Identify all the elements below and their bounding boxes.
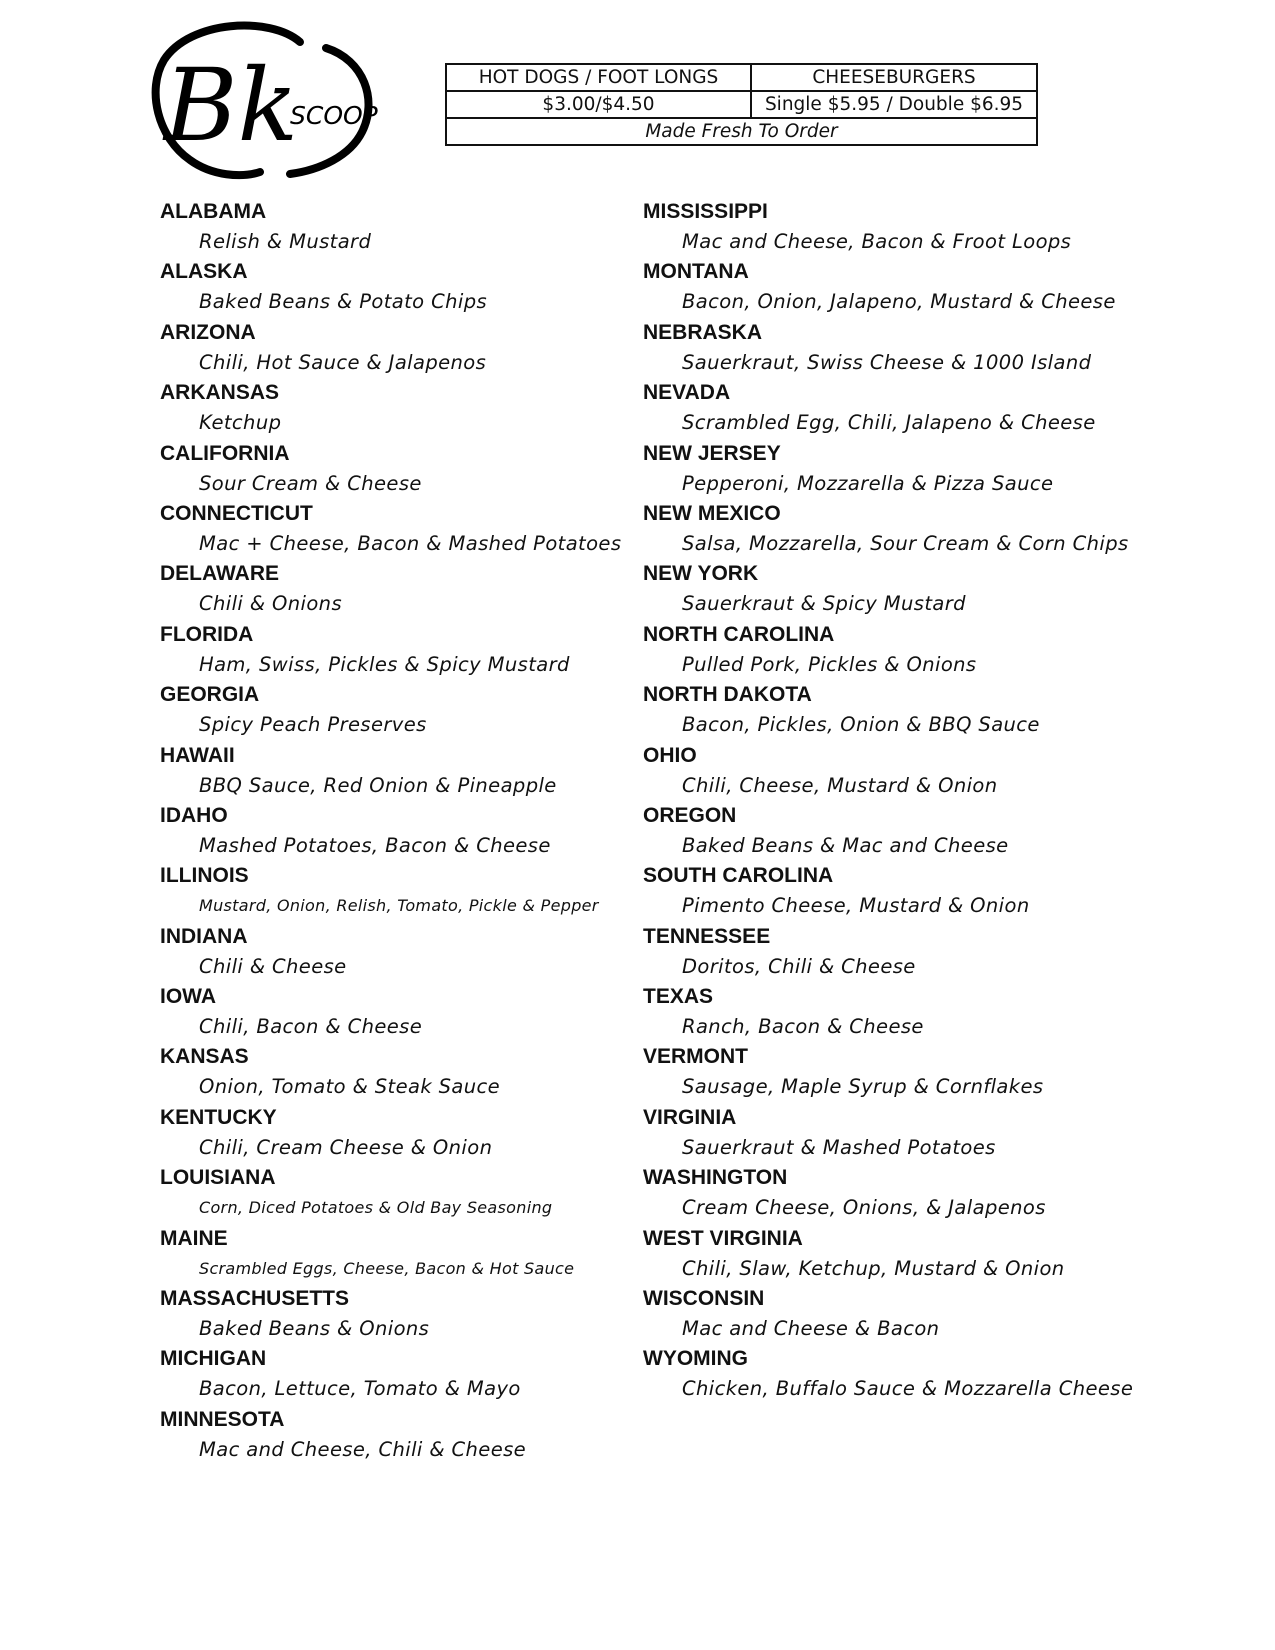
toppings-text: Bacon, Onion, Jalapeno, Mustard & Cheese xyxy=(682,290,1116,314)
toppings-text: Scrambled Eggs, Cheese, Bacon & Hot Sauce xyxy=(199,1258,575,1278)
menu-item xyxy=(643,559,1143,619)
menu-item xyxy=(160,982,630,1042)
state-name: DELAWARE xyxy=(160,562,280,586)
hot-dogs-header: HOT DOGS / FOOT LONGS xyxy=(446,64,751,91)
menu-item xyxy=(643,1042,1143,1102)
toppings-text: Pimento Cheese, Mustard & Onion xyxy=(682,894,1030,918)
state-name: TENNESSEE xyxy=(643,924,771,948)
bk-scoop-logo xyxy=(150,20,385,180)
menu-item xyxy=(160,439,630,499)
state-name: IOWA xyxy=(160,985,216,1009)
state-name: WASHINGTON xyxy=(643,1166,788,1190)
menu-item xyxy=(160,499,630,559)
toppings-text: Chili & Onions xyxy=(199,592,343,616)
toppings-text: Chili, Bacon & Cheese xyxy=(199,1015,423,1039)
state-name: ILLINOIS xyxy=(160,864,249,888)
toppings-text: Chili, Cheese, Mustard & Onion xyxy=(682,773,998,797)
menu-item xyxy=(160,197,630,257)
state-name: OHIO xyxy=(643,743,697,767)
menu-item xyxy=(160,559,630,619)
menu-item xyxy=(160,1224,630,1284)
toppings-text: Chicken, Buffalo Sauce & Mozzarella Cheese xyxy=(682,1377,1134,1401)
state-name: NEW YORK xyxy=(643,562,759,586)
menu-item xyxy=(160,1344,630,1404)
logo-small-word: SCOOP xyxy=(290,101,378,130)
toppings-text: BBQ Sauce, Red Onion & Pineapple xyxy=(199,773,557,797)
toppings-text: Baked Beans & Onions xyxy=(199,1317,430,1341)
toppings-text: Scrambled Egg, Chili, Jalapeno & Cheese xyxy=(682,411,1096,435)
menu-item xyxy=(160,1103,630,1163)
state-name: WYOMING xyxy=(643,1347,748,1371)
toppings-text: Pulled Pork, Pickles & Onions xyxy=(682,652,977,676)
menu-item xyxy=(160,801,630,861)
menu-item xyxy=(643,620,1143,680)
state-name: KANSAS xyxy=(160,1045,249,1069)
menu-item xyxy=(643,680,1143,740)
menu-item xyxy=(160,378,630,438)
menu-item xyxy=(160,1042,630,1102)
toppings-text: Baked Beans & Mac and Cheese xyxy=(682,833,1009,857)
state-name: VERMONT xyxy=(643,1045,748,1069)
toppings-text: Bacon, Lettuce, Tomato & Mayo xyxy=(199,1377,521,1401)
menu-item xyxy=(160,257,630,317)
state-name: WEST VIRGINIA xyxy=(643,1226,803,1250)
toppings-text: Onion, Tomato & Steak Sauce xyxy=(199,1075,501,1099)
toppings-text: Chili & Cheese xyxy=(199,954,347,978)
menu-item xyxy=(160,620,630,680)
state-name: INDIANA xyxy=(160,924,248,948)
menu-item xyxy=(643,801,1143,861)
menu-item xyxy=(643,197,1143,257)
menu-item xyxy=(643,1284,1143,1344)
toppings-text: Pepperoni, Mozzarella & Pizza Sauce xyxy=(682,471,1054,495)
state-name: ARKANSAS xyxy=(160,381,280,405)
state-name: ALABAMA xyxy=(160,200,267,223)
toppings-text: Sauerkraut & Mashed Potatoes xyxy=(682,1135,996,1159)
state-name: WISCONSIN xyxy=(643,1287,765,1311)
state-name: MICHIGAN xyxy=(160,1347,267,1371)
menu-column-left xyxy=(160,197,630,1465)
toppings-text: Chili, Hot Sauce & Jalapenos xyxy=(199,350,487,374)
state-name: SOUTH CAROLINA xyxy=(643,864,834,888)
toppings-text: Sauerkraut & Spicy Mustard xyxy=(682,592,966,616)
menu-item xyxy=(643,378,1143,438)
toppings-text: Bacon, Pickles, Onion & BBQ Sauce xyxy=(682,713,1040,737)
logo-big-letters: Bk xyxy=(164,47,299,164)
menu-item xyxy=(643,922,1143,982)
menu-item xyxy=(643,1224,1143,1284)
hot-dogs-price: $3.00/$4.50 xyxy=(446,91,751,118)
menu-item xyxy=(160,318,630,378)
toppings-text: Relish & Mustard xyxy=(199,230,372,253)
state-name: CALIFORNIA xyxy=(160,441,290,465)
state-name: NORTH DAKOTA xyxy=(643,683,812,707)
state-name: NEVADA xyxy=(643,381,731,405)
toppings-text: Mac and Cheese, Bacon & Froot Loops xyxy=(682,230,1072,253)
menu-item xyxy=(160,741,630,801)
state-name: MONTANA xyxy=(643,260,749,284)
toppings-text: Sauerkraut, Swiss Cheese & 1000 Island xyxy=(682,350,1092,374)
state-name: NEBRASKA xyxy=(643,320,763,344)
toppings-text: Sausage, Maple Syrup & Cornflakes xyxy=(682,1075,1044,1099)
toppings-text: Ketchup xyxy=(199,411,282,435)
made-fresh-note: Made Fresh To Order xyxy=(446,118,1037,145)
menu-item xyxy=(160,861,630,921)
toppings-text: Mustard, Onion, Relish, Tomato, Pickle & Pepper xyxy=(199,896,599,916)
state-name: KENTUCKY xyxy=(160,1105,277,1129)
state-name: ARIZONA xyxy=(160,320,256,344)
state-name: HAWAII xyxy=(160,743,235,767)
menu-item xyxy=(643,439,1143,499)
state-name: IDAHO xyxy=(160,803,228,827)
menu-item xyxy=(643,318,1143,378)
menu-item xyxy=(643,499,1143,559)
state-name: MINNESOTA xyxy=(160,1407,285,1431)
state-name: MISSISSIPPI xyxy=(643,200,768,223)
toppings-text: Mashed Potatoes, Bacon & Cheese xyxy=(199,833,551,857)
menu-item xyxy=(160,1405,630,1465)
state-name: VIRGINIA xyxy=(643,1105,737,1129)
state-name: TEXAS xyxy=(643,985,714,1009)
menu-item xyxy=(643,741,1143,801)
state-name: CONNECTICUT xyxy=(160,501,313,525)
state-name: FLORIDA xyxy=(160,622,254,646)
toppings-text: Chili, Slaw, Ketchup, Mustard & Onion xyxy=(682,1256,1065,1280)
toppings-text: Ranch, Bacon & Cheese xyxy=(682,1015,924,1039)
price-table xyxy=(445,63,1038,146)
state-name: NEW MEXICO xyxy=(643,501,781,525)
toppings-text: Sour Cream & Cheese xyxy=(199,471,422,495)
menu-item xyxy=(160,1284,630,1344)
menu-column-right xyxy=(643,197,1143,1405)
menu-item xyxy=(160,680,630,740)
menu-item xyxy=(643,1103,1143,1163)
state-name: MAINE xyxy=(160,1226,228,1250)
state-name: LOUISIANA xyxy=(160,1166,276,1190)
state-name: ALASKA xyxy=(160,260,248,284)
toppings-text: Mac + Cheese, Bacon & Mashed Potatoes xyxy=(199,531,622,555)
toppings-text: Chili, Cream Cheese & Onion xyxy=(199,1135,493,1159)
menu-item xyxy=(160,922,630,982)
state-name: NORTH CAROLINA xyxy=(643,622,835,646)
menu-item xyxy=(643,257,1143,317)
state-name: MASSACHUSETTS xyxy=(160,1287,350,1311)
state-name: OREGON xyxy=(643,803,737,827)
toppings-text: Corn, Diced Potatoes & Old Bay Seasoning xyxy=(199,1198,553,1218)
menu-item xyxy=(643,861,1143,921)
toppings-text: Salsa, Mozzarella, Sour Cream & Corn Chips xyxy=(682,531,1129,555)
toppings-text: Doritos, Chili & Cheese xyxy=(682,954,916,978)
cheeseburgers-price: Single $5.95 / Double $6.95 xyxy=(751,91,1037,118)
state-name: GEORGIA xyxy=(160,683,260,707)
toppings-text: Ham, Swiss, Pickles & Spicy Mustard xyxy=(199,652,570,676)
menu-item xyxy=(643,1163,1143,1223)
menu-item xyxy=(643,982,1143,1042)
state-name: NEW JERSEY xyxy=(643,441,781,465)
cheeseburgers-header: CHEESEBURGERS xyxy=(751,64,1037,91)
toppings-text: Baked Beans & Potato Chips xyxy=(199,290,488,314)
menu-item xyxy=(160,1163,630,1223)
toppings-text: Spicy Peach Preserves xyxy=(199,713,427,737)
toppings-text: Mac and Cheese & Bacon xyxy=(682,1317,940,1341)
toppings-text: Mac and Cheese, Chili & Cheese xyxy=(199,1437,527,1461)
toppings-text: Cream Cheese, Onions, & Jalapenos xyxy=(682,1196,1046,1220)
menu-item xyxy=(643,1344,1143,1404)
